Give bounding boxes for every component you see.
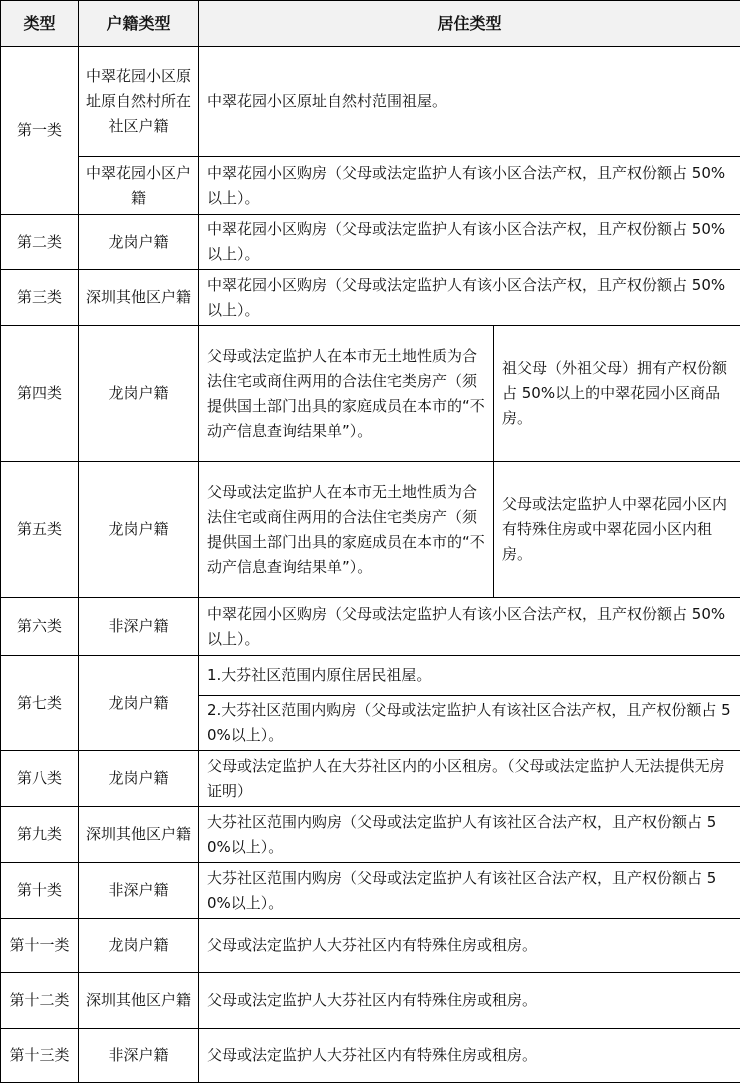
header-type: 类型 [1, 1, 79, 47]
hukou-cell: 深圳其他区户籍 [79, 807, 199, 863]
hukou-cell: 非深户籍 [79, 1029, 199, 1083]
header-hukou: 户籍类型 [79, 1, 199, 47]
table-row [1, 863, 740, 919]
residence-cell: 大芬社区范围内购房（父母或法定监护人有该社区合法产权，且产权份额占 50%以上）。 [199, 807, 740, 863]
table-row [1, 751, 740, 807]
type-cell: 第四类 [1, 326, 79, 462]
header-residence: 居住类型 [199, 1, 740, 47]
table-row [1, 270, 740, 326]
hukou-cell: 龙岗户籍 [79, 656, 199, 751]
type-cell: 第三类 [1, 270, 79, 326]
residence-left-cell: 父母或法定监护人在本市无土地性质为合法住宅或商住两用的合法住宅类房产（须提供国土部门出具的家庭成员在本市的“不动产信息查询结果单”）。 [199, 326, 494, 462]
type-cell: 第十类 [1, 863, 79, 919]
residence-cell: 父母或法定监护人大芬社区内有特殊住房或租房。 [199, 973, 740, 1029]
hukou-cell: 深圳其他区户籍 [79, 270, 199, 326]
residence-right-cell: 父母或法定监护人中翠花园小区内有特殊住房或中翠花园小区内租房。 [494, 462, 740, 598]
hukou-cell: 龙岗户籍 [79, 462, 199, 598]
residence-left-cell: 父母或法定监护人在本市无土地性质为合法住宅或商住两用的合法住宅类房产（须提供国土部门出具的家庭成员在本市的“不动产信息查询结果单”）。 [199, 462, 494, 598]
type-cell: 第七类 [1, 656, 79, 751]
type-cell: 第六类 [1, 598, 79, 656]
table-row [1, 973, 740, 1029]
residence-right-cell: 祖父母（外祖父母）拥有产权份额占 50%以上的中翠花园小区商品房。 [494, 326, 740, 462]
residence-cell: 中翠花园小区原址自然村范围祖屋。 [199, 47, 740, 157]
table-row [1, 157, 740, 215]
table-row [1, 807, 740, 863]
hukou-cell: 非深户籍 [79, 598, 199, 656]
table-row [1, 326, 740, 462]
table-row [1, 47, 740, 157]
table-row [1, 919, 740, 973]
table-row [1, 598, 740, 656]
hukou-cell: 龙岗户籍 [79, 326, 199, 462]
residence-cell: 2.大芬社区范围内购房（父母或法定监护人有该社区合法产权，且产权份额占 50%以上）。 [199, 696, 740, 751]
type-cell: 第一类 [1, 47, 79, 215]
header-row [1, 1, 740, 47]
type-cell: 第五类 [1, 462, 79, 598]
type-cell: 第十三类 [1, 1029, 79, 1083]
type-cell: 第八类 [1, 751, 79, 807]
hukou-cell: 龙岗户籍 [79, 751, 199, 807]
residence-cell: 中翠花园小区购房（父母或法定监护人有该小区合法产权，且产权份额占 50%以上）。 [199, 215, 740, 270]
hukou-cell: 中翠花园小区原址原自然村所在社区户籍 [79, 47, 199, 157]
table-row [1, 462, 740, 598]
type-cell: 第九类 [1, 807, 79, 863]
type-cell: 第十一类 [1, 919, 79, 973]
residence-cell: 父母或法定监护人大芬社区内有特殊住房或租房。 [199, 1029, 740, 1083]
residence-cell: 1.大芬社区范围内原住居民祖屋。 [199, 656, 740, 696]
table-row [1, 215, 740, 270]
residence-cell: 父母或法定监护人在大芬社区内的小区租房。（父母或法定监护人无法提供无房证明） [199, 751, 740, 807]
residence-cell: 大芬社区范围内购房（父母或法定监护人有该社区合法产权，且产权份额占 50%以上）。 [199, 863, 740, 919]
hukou-cell: 龙岗户籍 [79, 215, 199, 270]
hukou-cell: 中翠花园小区户籍 [79, 157, 199, 215]
table-row [1, 656, 740, 696]
type-cell: 第二类 [1, 215, 79, 270]
hukou-cell: 非深户籍 [79, 863, 199, 919]
residence-cell: 中翠花园小区购房（父母或法定监护人有该小区合法产权，且产权份额占 50%以上）。 [199, 270, 740, 326]
residence-cell: 中翠花园小区购房（父母或法定监护人有该小区合法产权，且产权份额占 50%以上）。 [199, 598, 740, 656]
table-row [1, 1029, 740, 1083]
type-cell: 第十二类 [1, 973, 79, 1029]
hukou-cell: 龙岗户籍 [79, 919, 199, 973]
residence-cell: 父母或法定监护人大芬社区内有特殊住房或租房。 [199, 919, 740, 973]
residence-cell: 中翠花园小区购房（父母或法定监护人有该小区合法产权，且产权份额占 50%以上）。 [199, 157, 740, 215]
hukou-cell: 深圳其他区户籍 [79, 973, 199, 1029]
